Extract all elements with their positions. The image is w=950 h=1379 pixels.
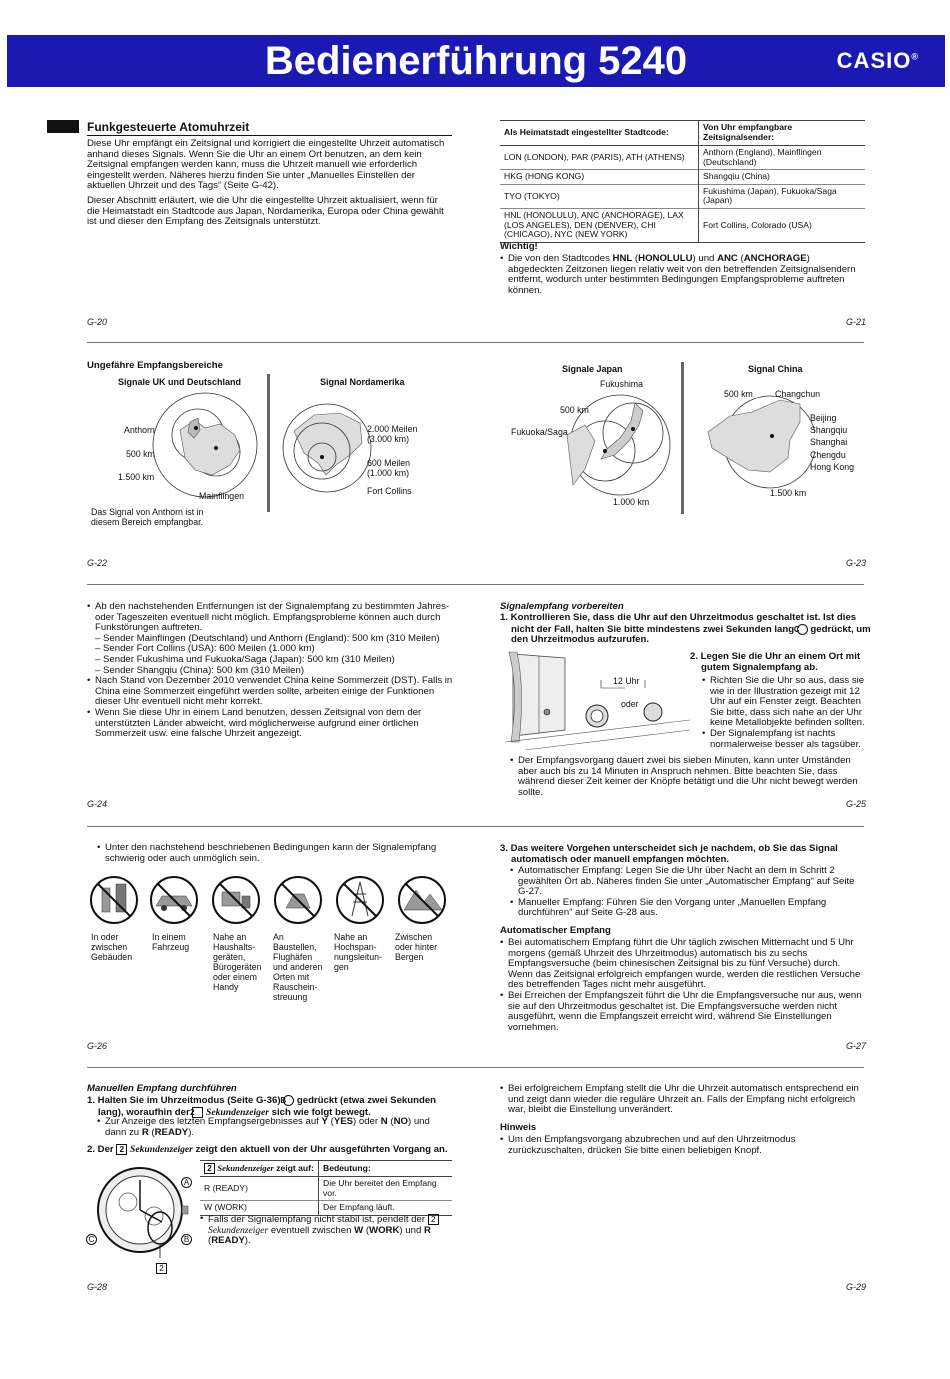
list-item: • Nach Stand von Dezember 2010 verwendet China keine Sommerzeit (DST). Falls in China eine Sommerzeit eingeführt werden sollte, arbeiten einige der Funktionen dieser Uhr eventuell nicht mehr korrekt. [87, 676, 455, 708]
uk-germany-map [150, 390, 260, 505]
fukushima-marker [631, 427, 635, 431]
page-number: G-29 [846, 1282, 867, 1292]
registered-mark: ® [911, 51, 919, 62]
text-fragment: Falls der Signalempfang nicht stabil ist, pendelt der [208, 1214, 426, 1225]
g29-text [500, 1084, 865, 1116]
crown [182, 1206, 188, 1214]
prohibit-slash [282, 884, 314, 916]
page-number: G-28 [87, 1282, 108, 1292]
code-n: N [380, 1116, 388, 1127]
g28-step-2 [87, 1144, 452, 1156]
north-america-map [282, 393, 372, 501]
text-fragment: Zur Anzeige des letzten Empfangsergebnisses auf [105, 1116, 319, 1127]
map-divider [681, 362, 684, 514]
window-illustration [505, 650, 690, 755]
fukuoka-marker [603, 449, 607, 453]
button-a-label [181, 1172, 192, 1190]
label-oder: oder [621, 699, 639, 709]
label-beijing: Beijing [810, 413, 837, 423]
label-anthorn: Anthorn [124, 425, 155, 435]
list-item: • Manueller Empfang: Führen Sie den Vorgang unter „Manuellen Empfang durchführen“ auf Seite G-28 aus. [510, 898, 862, 919]
table-header: Von Uhr empfangbare Zeitsignalsender: [703, 122, 793, 142]
table-cell: LON (LONDON), PAR (PARIS), ATH (ATHENS) [500, 146, 699, 170]
list-item: • Automatischer Empfang: Legen Sie die Uhr über Nacht an dem in Schritt 2 gewählten Ort ab. Näheres finden Sie unter „Automatischer Empfang“ auf Seite G-27. [510, 866, 862, 898]
list-item: – Sender Mainflingen (Deutschland) und Anthorn (England): 500 km (310 Meilen) [95, 632, 440, 644]
anthorn-note: Das Signal von Anthorn ist in diesem Bereich empfangbar. [91, 507, 204, 527]
section-marker [47, 120, 79, 133]
label-500km: 500 km [560, 405, 589, 415]
list-item: • Zur Anzeige des letzten Empfangsergebnisses auf Y (YES) oder N (NO) und dann zu R (READY). [97, 1117, 452, 1138]
page-number: G-27 [846, 1041, 867, 1051]
label-1500km: 1.500 km [770, 488, 807, 498]
header-bar [7, 35, 945, 87]
japan-map [565, 385, 675, 500]
page-number: G-24 [87, 799, 108, 809]
list-item: • Der Empfangsvorgang dauert zwei bis sieben Minuten, kann unter Umständen aber auch bis zu 14 Minuten in Anspruch nehmen. Bitte beachten Sie, dass während dieser Zeit keiner der Knöpfe betätigt und die Uhr nicht bewegt werden sollte. [510, 756, 865, 798]
hinweis-text [500, 1135, 865, 1156]
button-b-label [181, 1229, 192, 1247]
label-2000-miles: 2.000 Meilen [367, 424, 418, 434]
page-number: G-21 [846, 317, 867, 327]
g25-step-2-bullets [702, 676, 867, 750]
label-1000km: 1.000 km [613, 497, 650, 507]
text-fragment: Sekundenzeiger [217, 1163, 274, 1173]
page-number: G-22 [87, 558, 108, 568]
construction-icon [275, 877, 321, 923]
list-item: – Sender Shangqiu (China): 500 km (310 Meilen) [95, 664, 305, 676]
prohibited-conditions-icons [90, 872, 450, 932]
code-hnl: HNL [612, 253, 633, 264]
table-cell: HNL (HONOLULU), ANC (ANCHORAGE), LAX (LOS ANGELES), DEN (DENVER), CHI (CHICAGO), NYC (NEW YORK) [500, 208, 699, 242]
condition-icons [90, 872, 450, 932]
buildings-icon [91, 877, 137, 923]
label-fukuoka: Fukuoka/Saga [511, 427, 568, 437]
table-header-row [500, 121, 865, 146]
condition-label: Nahe an Hochspan-nungsleitun-gen [334, 932, 382, 972]
prohibit-slash [344, 884, 376, 916]
g25-step-1 [500, 613, 873, 646]
japan-landmass [601, 403, 643, 459]
condition-label: Nahe an Haushalts-geräten, Bürogeräten oder einem Handy [213, 932, 262, 992]
divider [87, 584, 864, 585]
code-anchorage: ANCHORAGE [743, 253, 807, 264]
table-row [500, 170, 865, 185]
casio-logo [837, 48, 919, 74]
condition-label: In einem Fahrzeug [152, 932, 190, 952]
code-anc: ANC [717, 253, 738, 264]
table-header: Als Heimatstadt eingestellter Stadtcode: [500, 121, 699, 146]
label-1500km: 1.500 km [118, 472, 155, 482]
label-1000km: (1.000 km) [367, 468, 410, 478]
table-header-row [200, 1161, 452, 1177]
auto-reception-text [500, 938, 865, 1033]
text-fragment: gedrückt, um den Uhrzeitmodus aufzurufen. [511, 623, 871, 646]
text-fragment: zeigt den aktuell von der Uhr ausgeführten Vorgang an. [195, 1144, 448, 1155]
table-cell: W (WORK) [200, 1201, 319, 1216]
text-fragment: sich wie folgt bewegt. [271, 1106, 371, 1118]
hand-2-marker: 2 [428, 1214, 439, 1225]
table-row [500, 184, 865, 208]
code-honolulu: HONOLULU [638, 253, 693, 264]
condition-label: Zwischen oder hinter Bergen [395, 932, 438, 962]
text-fragment: oder [358, 1116, 379, 1127]
label-600-miles: 600 Meilen [367, 458, 411, 468]
g28-unstable-note [200, 1214, 452, 1247]
vehicle-icon [151, 877, 197, 923]
wichtig-heading: Wichtig! [500, 241, 538, 252]
g28-step-1-bullet [97, 1117, 452, 1138]
g25-title: Signalempfang vorbereiten [500, 601, 624, 612]
car-wheel [161, 905, 167, 911]
wichtig-text [500, 254, 865, 296]
list-item: • Der Signalempfang ist nachts normalerweise besser als tagsüber. [702, 729, 867, 750]
code-y: Y [321, 1116, 328, 1127]
label-chengdu: Chengdu [810, 450, 846, 460]
page-number: G-23 [846, 558, 867, 568]
auto-reception-heading: Automatischer Empfang [500, 925, 611, 936]
table-cell: Die Uhr bereitet den Empfang vor. [323, 1178, 437, 1198]
text-fragment: Sekundenzeiger [206, 1106, 269, 1118]
list-item: • Die von den Stadtcodes HNL (HONOLULU) und ANC (ANCHORAGE) abgedeckten Zeitzonen liegen relativ weit von den betreffenden Zeitsignalsendern entfernt, wodurch unter bestimmten Bedingungen Empfangsprobleme auftreten können. [500, 254, 865, 296]
button-c-key: C [797, 624, 808, 635]
text-fragment: 1. Kontrollieren Sie, dass die Uhr auf den Uhrzeitmodus geschaltet ist. Ist dies nicht der Fall, halten Sie bitte mindestens zwei Sekunden lang [500, 612, 857, 635]
button-c-key: C [86, 1234, 97, 1245]
g25-step-2: 2. Legen Sie die Uhr an einem Ort mit gutem Signalempfang ab. [690, 651, 861, 673]
label-mainflingen: Mainflingen [199, 491, 244, 501]
g28-step-1 [87, 1095, 463, 1118]
text-fragment: gedrückt (etwa zwei Sekunden lang), woraufhin der [98, 1095, 437, 1118]
power-line-icon [337, 877, 383, 923]
code-w: W [354, 1224, 364, 1236]
anthorn-marker [194, 426, 198, 430]
code-yes: YES [333, 1116, 354, 1127]
table-row [500, 208, 865, 242]
button-a-key: A [181, 1177, 192, 1188]
code-r: R [141, 1126, 149, 1138]
mountains-icon [399, 877, 445, 923]
hand-2-marker: 2 [116, 1144, 127, 1155]
table-cell: HKG (HONG KONG) [500, 170, 699, 185]
table-row [200, 1177, 452, 1201]
sekundenzeiger-table [200, 1160, 452, 1216]
text-fragment: 1. Halten Sie im Uhrzeitmodus (Seite G-36) [87, 1095, 281, 1106]
page-number: G-25 [846, 799, 867, 809]
list-item: • Bei erfolgreichem Empfang stellt die Uhr die Uhrzeit automatisch entsprechend ein und zeigt dann wieder die reguläre Uhrzeit an. Falls der Empfang nicht erfolgreich war, bleibt die Einstellung unverändert. [500, 1084, 865, 1116]
button-c-label [86, 1229, 97, 1247]
divider [87, 1067, 864, 1068]
table-cell: Shangqiu (China) [703, 171, 770, 182]
label-hongkong: Hong Kong [810, 462, 855, 472]
page-number: G-26 [87, 1041, 108, 1051]
code-r: R [423, 1224, 431, 1236]
list-item: • Bei Erreichen der Empfangszeit führt die Uhr die Empfangsversuche nur aus, wenn sie auf den Uhrzeitmodus geschaltet ist. Die Empfangsversuche werden nicht ausgeführt, wenn die Empfangszeit erreicht wird, während Sie Einstellungen vornehmen. [500, 991, 865, 1033]
na-map-title: Signal Nordamerika [320, 377, 405, 387]
g20-paragraph-1: Diese Uhr empfängt ein Zeitsignal und korrigiert die eingestellte Uhrzeit automatisch anhand dieses Signals. Wenn Sie die Uhr an einem Ort benutzen, an dem kein Zeitsignal empfangen werden kann, muss die Uhrzeit manuell wie erforderlich eingestellt werden. Näheres hierzu finden Sie unter „Manuelles Einstellen der aktuellen Uhrzeit und des Tags“ (Seite G-42). [87, 138, 445, 192]
small-watch-icon [544, 709, 550, 715]
label-changchun: Changchun [775, 389, 820, 399]
list-item: • Ab den nachstehenden Entfernungen ist der Signalempfang zu bestimmten Jahres- oder Tageszeiten eventuell nicht möglich. Empfangsprobleme können auch durch Funkstörungen auftreten. [87, 602, 455, 634]
text-fragment: eventuell zwischen [270, 1224, 352, 1236]
brand-name: CASIO [836, 48, 912, 73]
japan-map-title: Signale Japan [562, 364, 623, 374]
mainflingen-marker [214, 446, 218, 450]
button-b-key: B [283, 1095, 294, 1106]
table-cell: Fukushima (Japan), Fukuoka/Saga (Japan) [703, 185, 837, 206]
g20-text [87, 139, 452, 228]
g20-paragraph-2: Dieser Abschnitt erläutert, wie die Uhr die eingestellte Uhrzeit aktualisiert, wenn für die Heimatstadt ein Stadtcode aus Japan, Nordamerika, Europa oder China gewählt ist und dieser den Empfang des Zeitsignals unterstützt. [87, 194, 444, 228]
table-row [500, 146, 865, 170]
table-cell: TYO (TOKYO) [500, 184, 699, 208]
list-item: • Wenn Sie diese Uhr in einem Land benutzen, dessen Zeitsignal von dem der unterstützten Länder abweicht, wird möglicherweise aufgrund einer örtlichen Sommerzeit usw. eine falsche Uhrzeit angezeigt. [87, 708, 455, 740]
china-map [700, 392, 815, 492]
table-header: Bedeutung: [323, 1162, 371, 1173]
page-number: G-20 [87, 317, 108, 327]
g24-text [87, 602, 455, 740]
label-fort-collins: Fort Collins [367, 486, 412, 496]
hinweis-heading: Hinweis [500, 1122, 537, 1133]
uk-map-title: Signale UK und Deutschland [118, 377, 242, 387]
g22-title: Ungefähre Empfangsbereiche [87, 360, 223, 371]
fort-collins-marker [320, 455, 324, 459]
text-fragment: Sekundenzeiger [208, 1224, 269, 1236]
text-fragment: und [413, 1116, 430, 1127]
table-cell: R (READY) [200, 1177, 319, 1201]
text-fragment: abgedeckten Zeitzonen liegen relativ weit von den betreffenden Zeitsignalsendern entfernt, wodurch unter bestimmten Bedingungen Empfangsprobleme auftreten können. [508, 263, 856, 296]
map-divider [267, 374, 270, 512]
text-fragment: und [698, 253, 715, 264]
text-fragment: Sekundenzeiger [130, 1144, 193, 1155]
china-landmass [708, 400, 800, 472]
label-fukushima: Fukushima [600, 379, 644, 389]
divider [87, 342, 864, 343]
hand-2-label [156, 1258, 167, 1276]
label-12-uhr: 12 Uhr [613, 676, 640, 686]
table-header [200, 1161, 319, 1177]
watch-dial-icon [591, 710, 603, 722]
list-item: • Richten Sie die Uhr so aus, dass sie wie in der Illustration gezeigt mit 12 Uhr auf ein Fenster zeigt. Beachten Sie bitte, dass sich nahe an der Uhr keine Metallobjekte befinden sollten. [702, 676, 867, 729]
condition-label: In oder zwischen Gebäuden [91, 932, 133, 962]
hand-2-marker: 2 [192, 1107, 203, 1118]
g27-step-3-bullets [510, 866, 862, 919]
g25-note [510, 756, 865, 798]
list-item: – Sender Fort Collins (USA): 600 Meilen (1.000 km) [95, 643, 315, 655]
label-3000km: (3.000 km) [367, 434, 410, 444]
g20-title: Funkgesteuerte Atomuhrzeit [87, 120, 250, 134]
title-rule [87, 135, 452, 136]
g26-intro [97, 843, 452, 864]
text-fragment: Die von den Stadtcodes [508, 253, 613, 264]
g27-step-3: 3. Das weitere Vorgehen unterscheidet sich je nachdem, ob Sie das Signal automatisch oder manuell empfangen möchten. [500, 843, 838, 865]
appliance-icon [213, 877, 259, 923]
hand-2-marker: 2 [156, 1263, 167, 1274]
code-ready: READY [154, 1126, 189, 1138]
hand-2-marker: 2 [204, 1163, 215, 1174]
stadtcode-table [500, 120, 865, 243]
divider [87, 826, 864, 827]
text-fragment: und [405, 1224, 422, 1236]
text-fragment: zeigt auf: [276, 1163, 314, 1173]
shangqiu-marker [770, 434, 774, 438]
list-item: • Um den Empfangsvorgang abzubrechen und auf den Uhrzeitmodus zurückzuschalten, drücken Sie bitte einen beliebigen Knopf. [500, 1135, 865, 1156]
code-no: NO [393, 1116, 408, 1127]
list-item: • Unter den nachstehend beschriebenen Bedingungen kann der Signalempfang schwierig oder auch unmöglich sein. [97, 843, 452, 864]
list-item: • Falls der Signalempfang nicht stabil ist, pendelt der 2 Sekundenzeiger eventuell zwischen W (WORK) und R (READY). [200, 1214, 452, 1247]
list-item: • Bei automatischem Empfang führt die Uhr täglich zwischen Mitternacht und 5 Uhr morgens (gemäß Uhrzeit des Uhrzeitmodus) automatisch bis zu sechs Empfangsversuche (beim chinesischen Zeitsignal bis zu fünf Versuche) durch. Wenn das Zeitsignal erfolgreich empfangen wurde, werden die restlichen Versuche des betreffenden Tages nicht mehr ausgeführt. [500, 938, 865, 991]
code-ready: READY [211, 1235, 245, 1247]
table-cell: Der Empfang läuft. [323, 1202, 395, 1213]
china-map-title: Signal China [748, 364, 803, 374]
text-fragment: dann zu [105, 1126, 140, 1138]
code-work: WORK [369, 1224, 400, 1236]
document-title: Bedienerführung 5240 [264, 39, 688, 83]
watch-side-icon [644, 703, 662, 721]
condition-label: An Baustellen, Flughäfen und anderen Orten mit Rauschein-streuung [273, 932, 323, 1002]
table-cell: Anthorn (England), Mainflingen (Deutschland) [703, 147, 822, 167]
list-item: – Sender Fukushima und Fukuoka/Saga (Japan): 500 km (310 Meilen) [95, 653, 395, 665]
label-shangqiu: Shangqiu [810, 425, 848, 435]
table-cell: Fort Collins, Colorado (USA) [703, 219, 812, 230]
button-b-key: B [181, 1234, 192, 1245]
label-500km: 500 km [724, 389, 753, 399]
text-fragment: 2. Der [87, 1144, 114, 1155]
label-500km: 500 km [126, 449, 155, 459]
label-shanghai: Shanghai [810, 437, 848, 447]
g28-title: Manuellen Empfang durchführen [87, 1083, 237, 1094]
